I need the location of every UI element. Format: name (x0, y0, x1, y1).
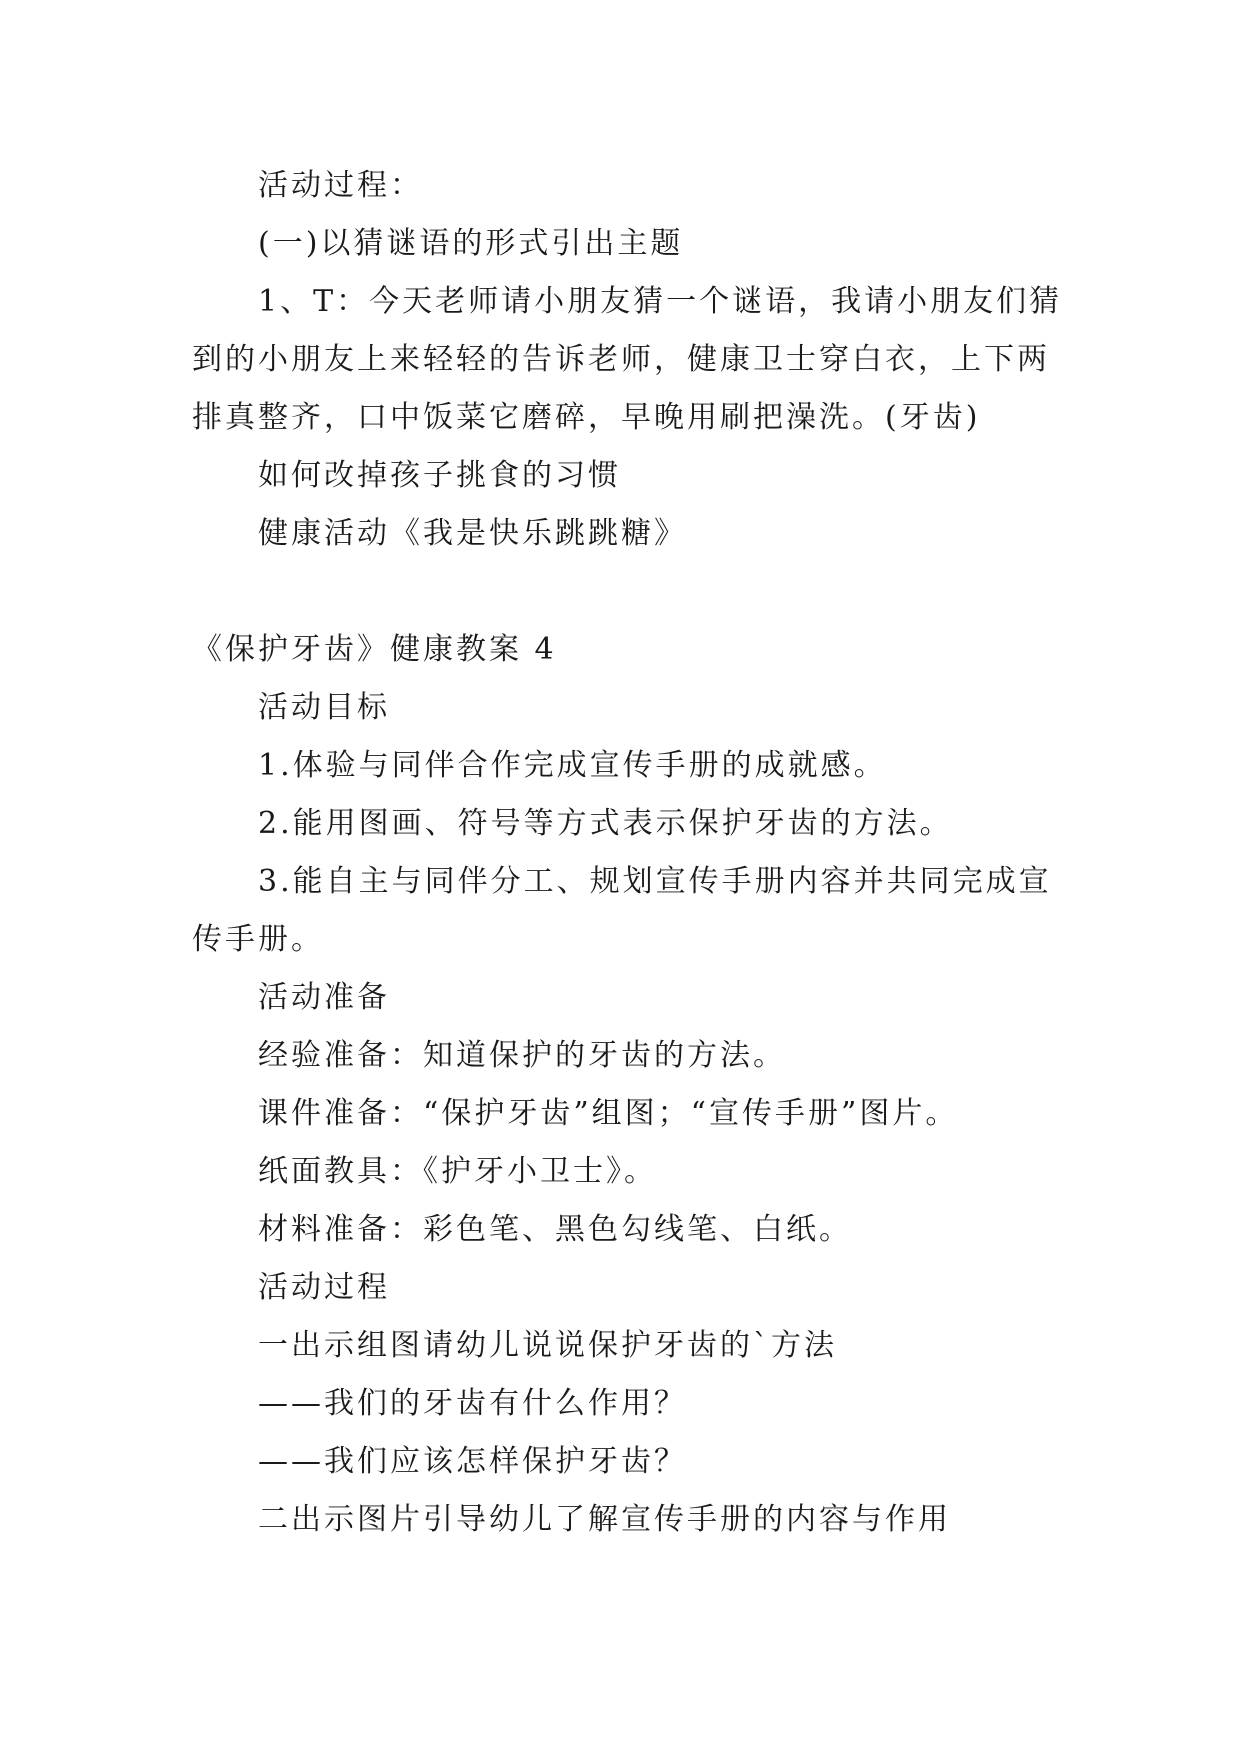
prep-item: 课件准备：“保护牙齿”组图；“宣传手册”图片。 (258, 1096, 959, 1131)
goals-heading: 活动目标 (258, 690, 390, 725)
prep-item: 纸面教具：《护牙小卫士》。 (258, 1154, 657, 1189)
goal-item-continued: 传手册。 (192, 922, 324, 957)
prep-heading: 活动准备 (258, 980, 390, 1015)
process-heading: 活动过程： (258, 168, 423, 203)
paragraph-line: 排真整齐，口中饭菜它磨碎，早晚用刷把澡洗。(牙齿) (192, 400, 981, 435)
related-link-2[interactable]: 健康活动《我是快乐跳跳糖》 (258, 516, 687, 551)
goal-item: 2.能用图画、符号等方式表示保护牙齿的方法。 (258, 806, 953, 841)
goal-item: 1.体验与同伴合作完成宣传手册的成就感。 (258, 748, 887, 783)
process-step: 二出示图片引导幼儿了解宣传手册的内容与作用 (258, 1502, 951, 1537)
process-heading: 活动过程 (258, 1270, 390, 1305)
goal-item: 3.能自主与同伴分工、规划宣传手册内容并共同完成宣 (258, 864, 1052, 899)
section-title: 《保护牙齿》健康教案 4 (192, 632, 557, 667)
step1-heading: (一)以猜谜语的形式引出主题 (258, 226, 684, 261)
process-step: 一出示组图请幼儿说说保护牙齿的`方法 (258, 1328, 837, 1363)
process-question: ——我们应该怎样保护牙齿？ (258, 1444, 687, 1479)
paragraph-line: 1、T：今天老师请小朋友猜一个谜语，我请小朋友们猜 (258, 284, 1063, 319)
prep-item: 经验准备：知道保护的牙齿的方法。 (258, 1038, 786, 1073)
prep-item: 材料准备：彩色笔、黑色勾线笔、白纸。 (258, 1212, 852, 1247)
related-link-1[interactable]: 如何改掉孩子挑食的习惯 (258, 458, 621, 493)
paragraph-line: 到的小朋友上来轻轻的告诉老师，健康卫士穿白衣，上下两 (192, 342, 1050, 377)
process-question: ——我们的牙齿有什么作用？ (258, 1386, 687, 1421)
